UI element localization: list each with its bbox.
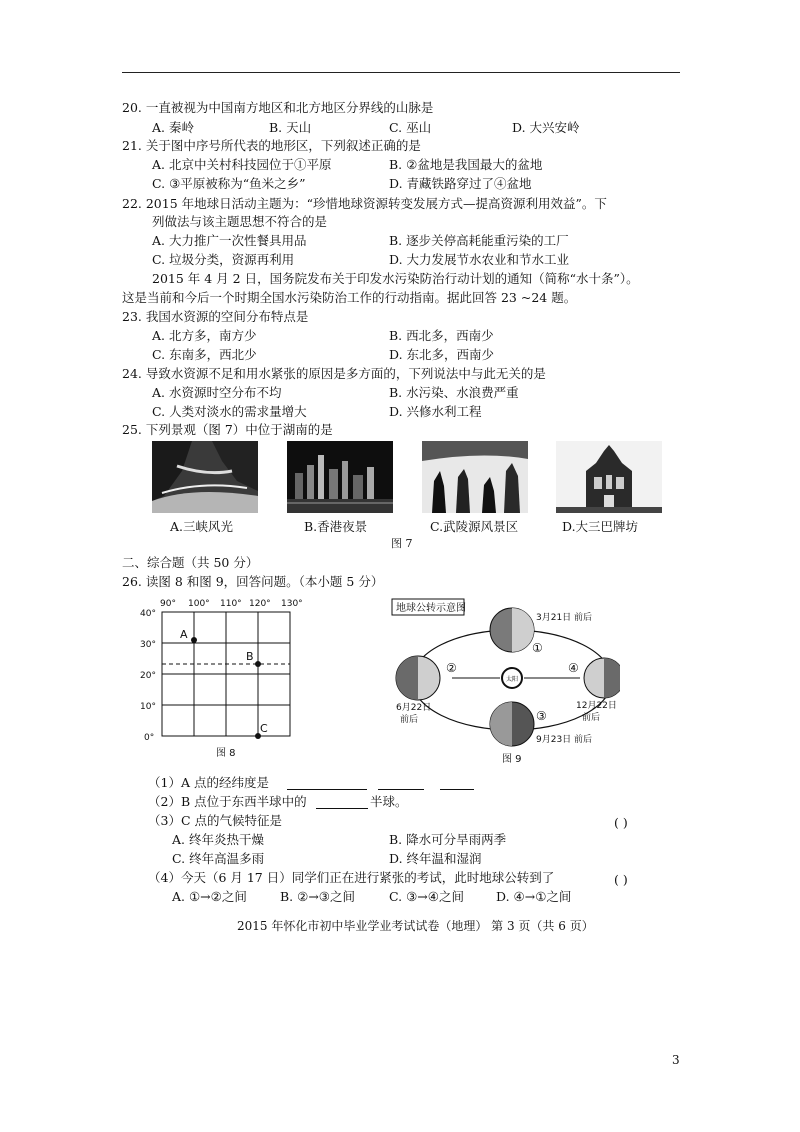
q22-stem-line2: 列做法与该主题思想不符合的是	[152, 214, 328, 229]
q26-sub4-option-d: D. ④→①之间	[496, 889, 572, 904]
sun-label: 太阳	[506, 676, 519, 683]
q24-option-c: C. 人类对淡水的需求量增大	[152, 404, 307, 419]
date-sep23: 9月23日 前后	[536, 735, 593, 745]
point-a-marker	[191, 637, 197, 643]
position-1: ①	[532, 641, 543, 655]
q26-sub3-answer-paren[interactable]: ( )	[614, 815, 628, 830]
lon-label-120: 120°	[249, 599, 271, 609]
q22-option-c: C. 垃圾分类，资源再利用	[152, 252, 295, 267]
point-b-label: B	[246, 650, 254, 663]
q21-option-d: D. 青藏铁路穿过了④盆地	[389, 176, 532, 191]
figure-8-caption: 图 8	[216, 748, 236, 759]
lon-label-110: 110°	[220, 599, 242, 609]
point-a-label: A	[180, 628, 188, 641]
lat-label-20: 20°	[140, 671, 156, 681]
position-2: ②	[446, 661, 457, 675]
answer-blank-hemisphere[interactable]	[316, 808, 368, 809]
q22-option-b: B. 逐步关停高耗能重污染的工厂	[389, 233, 569, 248]
q26-sub2-start: （2）B 点位于东西半球中的	[148, 794, 307, 809]
q23-option-a: A. 北方多，南方少	[152, 328, 257, 343]
figure-9-orbit-diagram	[390, 596, 620, 766]
q26-sub3-option-b: B. 降水可分旱雨两季	[389, 832, 507, 847]
wulingyuan-photo	[422, 441, 528, 513]
q21-option-c: C. ③平原被称为“鱼米之乡”	[152, 176, 306, 191]
lat-label-40: 40°	[140, 609, 156, 619]
q21-option-a: A. 北京中关村科技园位于①平原	[152, 157, 332, 172]
caption-b: B.香港夜景	[304, 519, 368, 534]
q21-option-b: B. ②盆地是我国最大的盆地	[389, 157, 543, 172]
intro-line2: 这是当前和今后一个时期全国水污染防治工作的行动指南。据此回答 23 ~24 题。	[122, 290, 577, 305]
date-mar21: 3月21日 前后	[536, 613, 593, 623]
hong-kong-night-photo	[287, 441, 393, 513]
figure-7-caption: 图 7	[391, 537, 413, 550]
q24-option-d: D. 兴修水利工程	[389, 404, 482, 419]
q23-option-c: C. 东南多，西北少	[152, 347, 257, 362]
caption-c: C.武陵源风景区	[430, 519, 519, 534]
q26-sub1: （1）A 点的经纬度是	[148, 775, 269, 790]
q26-stem: 26. 读图 8 和图 9，回答问题。（本小题 5 分）	[122, 574, 384, 589]
lat-label-30: 30°	[140, 640, 156, 650]
date-dec22: 12月22日	[576, 701, 617, 711]
position-3: ③	[536, 709, 547, 723]
section-2-heading: 二、综合题（共 50 分）	[122, 555, 259, 570]
q20-option-c: C. 巫山	[389, 120, 432, 135]
three-gorges-photo	[152, 441, 258, 513]
q26-sub3: （3）C 点的气候特征是	[148, 813, 282, 828]
q26-sub4-option-c: C. ③→④之间	[389, 889, 464, 904]
q25-stem: 25. 下列景观（图 7）中位于湖南的是	[122, 422, 333, 437]
point-c-label: C	[260, 722, 268, 735]
q26-sub4-answer-paren[interactable]: ( )	[614, 872, 628, 887]
caption-a: A.三峡风光	[170, 519, 234, 534]
lon-label-90: 90°	[160, 599, 176, 609]
figure-9-caption: 图 9	[502, 754, 522, 765]
lat-label-10: 10°	[140, 702, 156, 712]
q23-stem: 23. 我国水资源的空间分布特点是	[122, 309, 309, 324]
q24-option-b: B. 水污染、水浪费严重	[389, 385, 519, 400]
q24-stem: 24. 导致水资源不足和用水紧张的原因是多方面的，下列说法中与此无关的是	[122, 366, 546, 381]
date-jun22-approx: 前后	[400, 715, 419, 725]
position-4: ④	[568, 661, 579, 675]
date-dec22-approx: 前后	[582, 713, 601, 723]
figure-9-title: 地球公转示意图	[396, 603, 466, 614]
q21-stem: 21. 关于图中序号所代表的地形区，下列叙述正确的是	[122, 138, 421, 153]
lon-label-130: 130°	[281, 599, 303, 609]
q20-option-b: B. 天山	[269, 120, 312, 135]
page-footer: 2015 年怀化市初中毕业学业考试试卷（地理） 第 3 页（共 6 页）	[237, 919, 594, 933]
point-b-marker	[255, 661, 261, 667]
q26-sub3-option-a: A. 终年炎热干燥	[172, 832, 264, 847]
answer-blank-longitude[interactable]	[287, 789, 367, 790]
intro-line1: 2015 年 4 月 2 日，国务院发布关于印发水污染防治行动计划的通知（简称“水十条”）。	[152, 271, 639, 286]
q26-sub4: （4）今天（6 月 17 日）同学们正在进行紧张的考试，此时地球公转到了	[148, 870, 555, 885]
ruins-of-st-paul-photo	[556, 441, 662, 513]
q23-option-b: B. 西北多，西南少	[389, 328, 494, 343]
lat-label-0: 0°	[144, 733, 155, 743]
date-jun22: 6月22日	[396, 703, 432, 713]
q20-stem: 20. 一直被视为中国南方地区和北方地区分界线的山脉是	[122, 100, 434, 115]
q20-option-d: D. 大兴安岭	[512, 120, 580, 135]
q24-option-a: A. 水资源时空分布不均	[152, 385, 282, 400]
q22-stem-line1: 22. 2015 年地球日活动主题为：“珍惜地球资源转变发展方式—提高资源利用效益”。下	[122, 196, 607, 211]
q20-option-a: A. 秦岭	[152, 120, 194, 135]
q26-sub3-option-c: C. 终年高温多雨	[172, 851, 265, 866]
caption-d: D.大三巴牌坊	[562, 519, 639, 534]
header-rule	[122, 72, 680, 73]
q26-sub4-option-b: B. ②→③之间	[280, 889, 356, 904]
figure-8-grid	[136, 592, 316, 762]
answer-blank-extra[interactable]	[440, 789, 474, 790]
q22-option-a: A. 大力推广一次性餐具用品	[152, 233, 307, 248]
q22-option-d: D. 大力发展节水农业和节水工业	[389, 252, 570, 267]
q26-sub3-option-d: D. 终年温和湿润	[389, 851, 482, 866]
answer-blank-latitude[interactable]	[378, 789, 424, 790]
page-number: 3	[672, 1053, 680, 1067]
q26-sub4-option-a: A. ①→②之间	[172, 889, 247, 904]
q26-sub2-end: 半球。	[370, 794, 408, 809]
q23-option-d: D. 东北多，西南少	[389, 347, 495, 362]
lon-label-100: 100°	[188, 599, 210, 609]
